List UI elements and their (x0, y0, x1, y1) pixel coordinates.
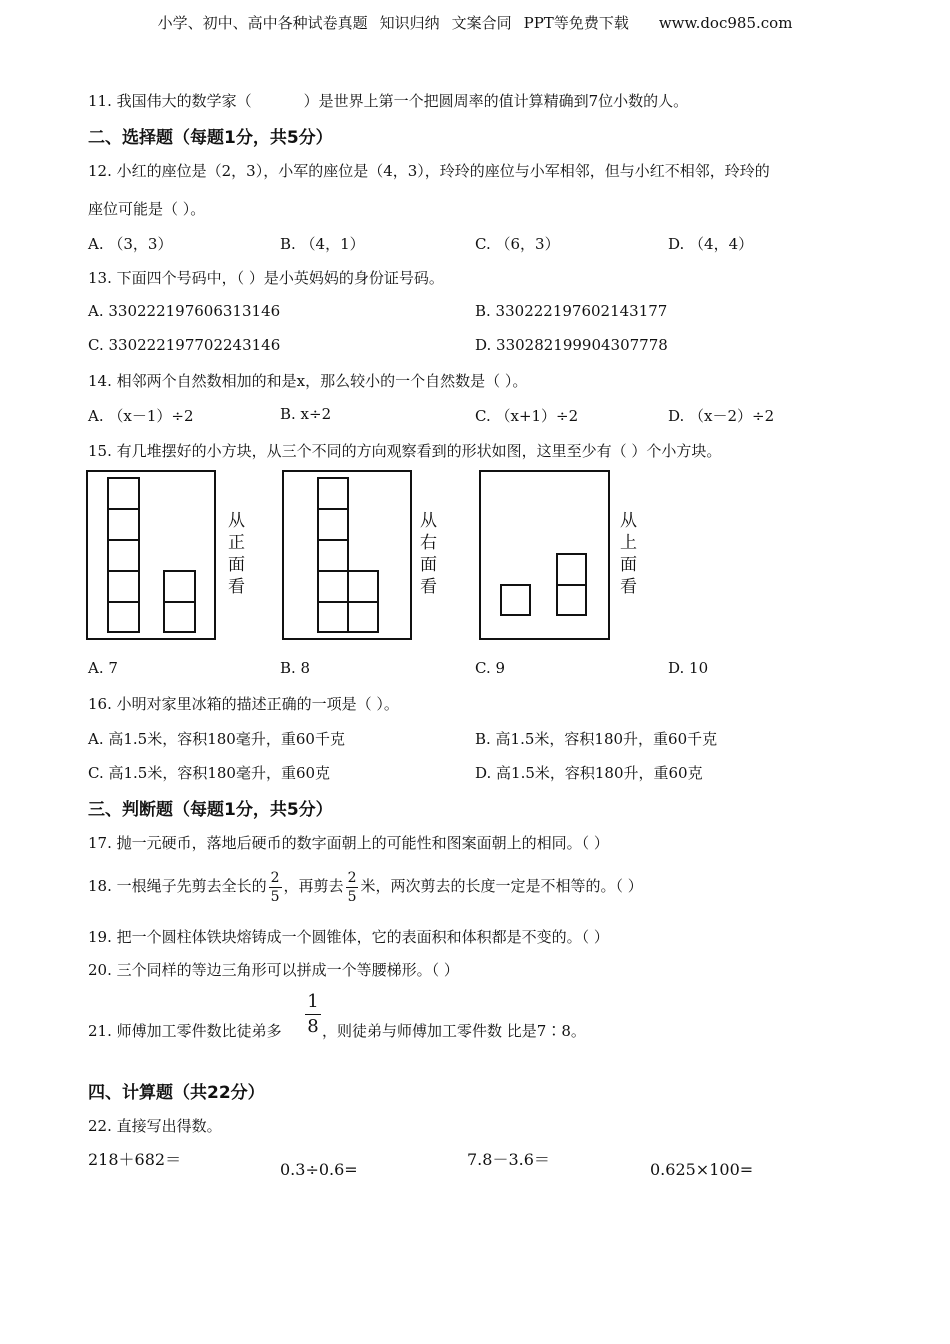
q16-option-d: D. 高1.5米，容积180升，重60克 (475, 764, 703, 782)
q18-post: 米，两次剪去的长度一定是不相等的。（ ） (360, 877, 643, 895)
cube (163, 601, 196, 633)
cube (107, 508, 140, 541)
cube (556, 584, 587, 616)
view-right-label: 从右面看 (420, 511, 437, 597)
cube (163, 570, 196, 603)
question-16: 16. 小明对家里冰箱的描述正确的一项是（ ）。 (88, 695, 399, 713)
question-15: 15. 有几堆摆好的小方块，从三个不同的方向观察看到的形状如图，这里至少有（ ）个小方块。 (88, 442, 722, 460)
q14-option-a: A. （x－1）÷2 (88, 407, 194, 425)
q15-option-c: C. 9 (475, 659, 506, 677)
q15-option-a: A. 7 (88, 659, 118, 677)
question-12-line1: 12. 小红的座位是（2，3），小军的座位是（4，3），玲玲的座位与小军相邻，但与小红不相邻，玲玲的 (88, 162, 770, 180)
header-subtitle-3: PPT等免费下载 (523, 14, 629, 32)
fraction-numerator: 2 (270, 869, 280, 886)
q13-option-b: B. 330222197602143177 (475, 302, 668, 320)
fraction-numerator: 1 (305, 993, 321, 1015)
header-title: 小学、初中、高中各种试卷真题 (157, 14, 368, 32)
calc-expression-2: 0.3÷0.6= (280, 1160, 358, 1179)
q18-fraction-2 (346, 871, 359, 904)
section-2-title: 二、选择题（每题1分，共5分） (88, 128, 333, 148)
q16-option-a: A. 高1.5米，容积180毫升，重60千克 (88, 730, 345, 748)
cube (107, 477, 140, 510)
q14-option-c: C. （x+1）÷2 (475, 407, 579, 425)
q21-fraction (305, 993, 321, 1036)
q13-option-d: D. 330282199904307778 (475, 336, 668, 354)
view-front-label: 从正面看 (228, 511, 245, 597)
header-subtitle-2: 文案合同 (451, 14, 512, 32)
q12-option-d: D. （4，4） (668, 235, 754, 253)
view-top-box (479, 470, 610, 640)
q12-option-c: C. （6，3） (475, 235, 560, 253)
question-12-line2: 座位可能是（ ）。 (88, 200, 206, 218)
fraction-numerator: 2 (347, 869, 357, 886)
q13-option-c: C. 330222197702243146 (88, 336, 281, 354)
q13-option-a: A. 330222197606313146 (88, 302, 281, 320)
question-17: 17. 抛一元硬币，落地后硬币的数字面朝上的可能性和图案面朝上的相同。（ ） (88, 834, 609, 852)
question-22: 22. 直接写出得数。 (88, 1117, 222, 1135)
q18-fraction-1 (269, 871, 282, 904)
cube (317, 539, 349, 572)
cube (107, 539, 140, 572)
cube (317, 508, 349, 541)
q16-option-b: B. 高1.5米，容积180升，重60千克 (475, 730, 718, 748)
calc-expression-3: 7.8－3.6＝ (467, 1150, 550, 1169)
question-20: 20. 三个同样的等边三角形可以拼成一个等腰梯形。（ ） (88, 961, 459, 979)
cube (317, 570, 349, 603)
q15-option-b: B. 8 (280, 659, 311, 677)
q15-option-d: D. 10 (668, 659, 709, 677)
q18-pre: 18. 一根绳子先剪去全长的 (88, 877, 267, 895)
question-21-pre: 21. 师傅加工零件数比徒弟多 (88, 1022, 282, 1040)
q12-option-a: A. （3，3） (88, 235, 173, 253)
question-21-post: ，则徒弟与师傅加工零件数 比是7∶8。 (322, 1022, 586, 1040)
cube (347, 601, 379, 633)
question-14: 14. 相邻两个自然数相加的和是x，那么较小的一个自然数是（ ）。 (88, 372, 528, 390)
fraction-denominator: 5 (347, 888, 357, 905)
q18-mid: ，再剪去 (283, 877, 344, 895)
q14-option-d: D. （x－2）÷2 (668, 407, 775, 425)
calc-expression-4: 0.625×100= (650, 1160, 754, 1179)
question-13: 13. 下面四个号码中，（ ）是小英妈妈的身份证号码。 (88, 269, 444, 287)
cube (107, 601, 140, 633)
section-4-title: 四、计算题（共22分） (88, 1083, 265, 1103)
section-3-title: 三、判断题（每题1分，共5分） (88, 800, 333, 820)
view-top-label: 从上面看 (620, 511, 637, 597)
q11-text-a: 11. 我国伟大的数学家（ (88, 92, 252, 110)
q14-option-b: B. x÷2 (280, 405, 332, 423)
page-header (0, 12, 950, 33)
q16-option-c: C. 高1.5米，容积180毫升，重60克 (88, 764, 331, 782)
question-18 (88, 862, 643, 910)
fraction-denominator: 5 (270, 888, 280, 905)
header-site: www.doc985.com (658, 14, 793, 32)
cube (317, 601, 349, 633)
q11-text-b: ）是世界上第一个把圆周率的值计算精确到7位小数的人。 (303, 92, 689, 110)
cube (107, 570, 140, 603)
q12-option-b: B. （4，1） (280, 235, 365, 253)
header-subtitle-1: 知识归纳 (379, 14, 440, 32)
view-front-box (86, 470, 216, 640)
cube (556, 553, 587, 586)
question-19: 19. 把一个圆柱体铁块熔铸成一个圆锥体，它的表面积和体积都是不变的。（ ） (88, 928, 609, 946)
fraction-denominator: 8 (307, 1016, 319, 1037)
cube (347, 570, 379, 603)
cube (317, 477, 349, 510)
cube (500, 584, 531, 616)
question-11 (88, 90, 688, 111)
calc-expression-1: 218＋682＝ (88, 1150, 182, 1169)
